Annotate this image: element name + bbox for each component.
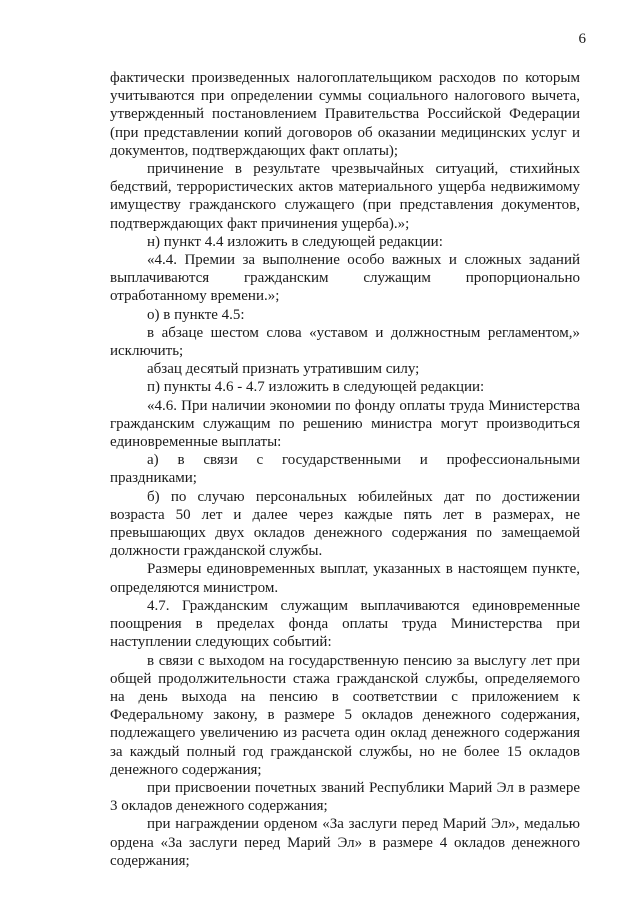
paragraph-4-6-b: б) по случаю персональных юбилейных дат по достижении возраста 50 лет и далее через каждые пять лет в размерах, не превышающих двух окладов денежного содержания по замещаемой должности гражданской службы.: [110, 488, 580, 560]
paragraph-pension: в связи с выходом на государственную пенсию за выслугу лет при общей продолжительности стажа гражданской службы, определяемого на день выхода на пенсию в соответствии с приложением к Федеральному закону, в размере 5 окладов денежного содержания, подлежащего увеличению из расчета один оклад денежного содержания за каждый полный год гражданской службы, но не более 15 окладов денежного содержания;: [110, 652, 580, 778]
paragraph-4-6: «4.6. При наличии экономии по фонду оплаты труда Министерства гражданским служащим по решению министра могут производиться единовременные выплаты:: [110, 397, 580, 451]
paragraph-abzac-6: в абзаце шестом слова «уставом и должностным регламентом,» исключить;: [110, 324, 580, 360]
paragraph-item-o: о) в пункте 4.5:: [147, 306, 245, 323]
paragraph-4-6-a: а) в связи с государственными и профессиональными праздниками;: [110, 452, 580, 487]
paragraph-damage: причинение в результате чрезвычайных ситуаций, стихийных бедствий, террористических актов материального ущерба недвижимому имуществу гражданского служащего (при представления документов, подтверждающих факт причинения ущерба).»;: [110, 161, 580, 232]
document-body: [110, 69, 580, 870]
paragraph-item-n: н) пункт 4.4 изложить в следующей редакции:: [147, 233, 443, 250]
paragraph-sizes: Размеры единовременных выплат, указанных в настоящем пункте, определяются министром.: [110, 561, 580, 596]
paragraph-continuation: фактически произведенных налогоплательщиком расходов по которым учитываются при определении суммы социального налогового вычета, утвержденный постановлением Правительства Российской Федерации (при представлении копий договоров об оказании медицинских услуг и документов, подтверждающих факт оплаты);: [110, 70, 580, 159]
page-number: 6: [578, 31, 586, 47]
paragraph-item-p: п) пункты 4.6 - 4.7 изложить в следующей редакции:: [147, 379, 485, 396]
paragraph-4-7: 4.7. Гражданским служащим выплачиваются единовременные поощрения в пределах фонда оплаты труда Министерства при наступлении следующих событий:: [110, 597, 580, 651]
paragraph-honorary-titles: при присвоении почетных званий Республики Марий Эл в размере 3 окладов денежного содержания;: [110, 779, 580, 815]
paragraph-4-4: «4.4. Премии за выполнение особо важных и сложных заданий выплачиваются гражданским служащим пропорционально отработанному времени.»;: [110, 252, 580, 305]
paragraph-abzac-10: абзац десятый признать утратившим силу;: [147, 361, 420, 378]
paragraph-order-award: при награждении орденом «За заслуги перед Марий Эл», медалью ордена «За заслуги перед Марий Эл» в размере 4 окладов денежного содержания;: [110, 816, 580, 869]
